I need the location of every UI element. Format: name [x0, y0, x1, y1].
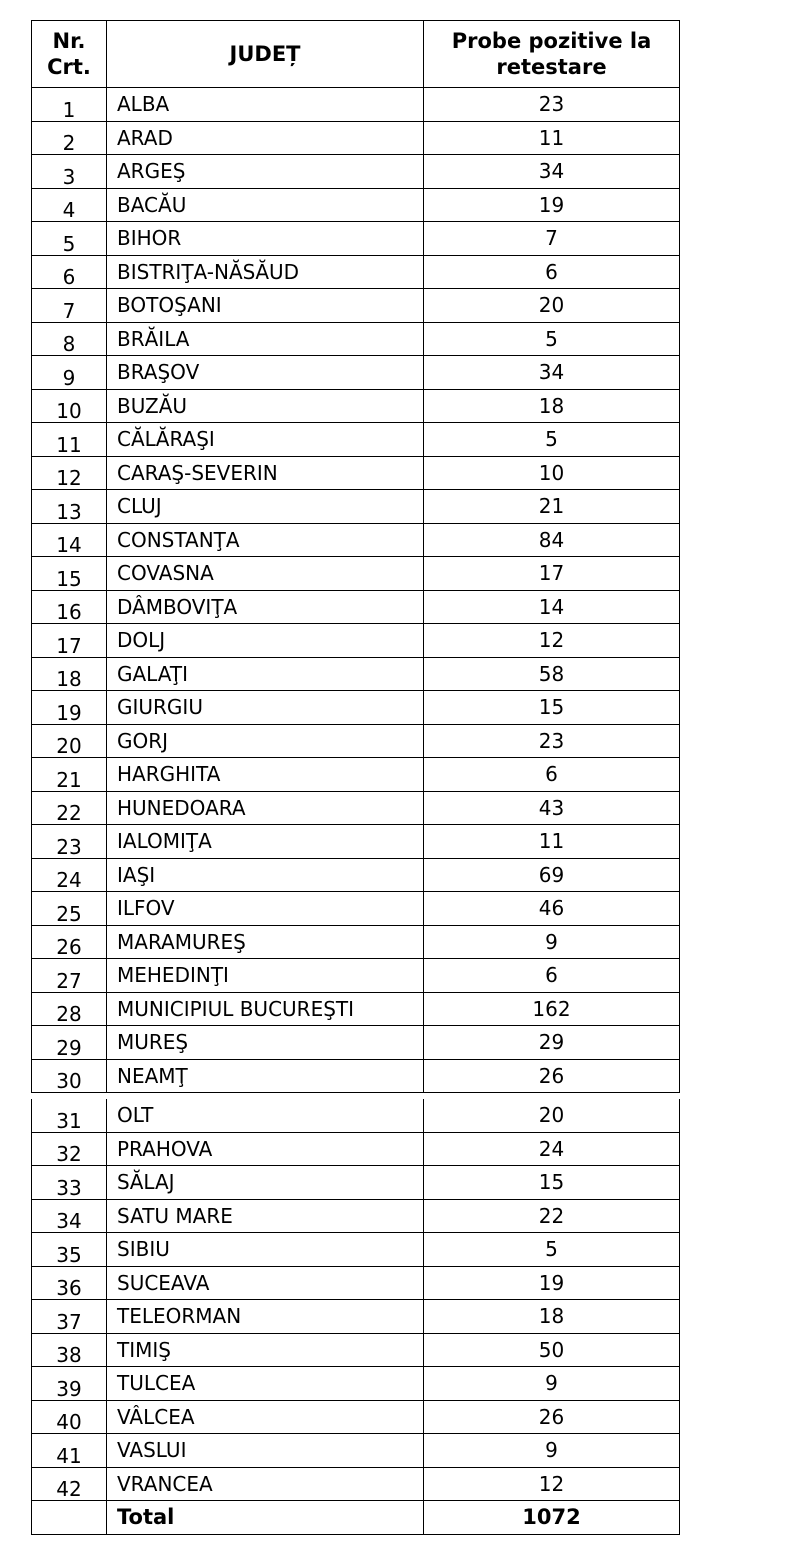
row-number: 1 — [32, 88, 107, 122]
table-row — [32, 1166, 680, 1200]
row-number: 14 — [32, 523, 107, 557]
positive-count: 9 — [424, 1434, 680, 1468]
row-number: 21 — [32, 758, 107, 792]
header-judet: JUDEȚ — [107, 21, 424, 88]
table-row — [32, 1266, 680, 1300]
county-name: SĂLAJ — [107, 1166, 424, 1200]
county-name: CĂLĂRAŞI — [107, 423, 424, 457]
row-number: 4 — [32, 188, 107, 222]
county-name: OLT — [107, 1099, 424, 1132]
table-row — [32, 523, 680, 557]
table-row — [32, 557, 680, 591]
county-name: HARGHITA — [107, 758, 424, 792]
positive-count: 18 — [424, 389, 680, 423]
county-name: BISTRIŢA-NĂSĂUD — [107, 255, 424, 289]
county-name: BUZĂU — [107, 389, 424, 423]
positive-count: 46 — [424, 892, 680, 926]
county-table-part1 — [31, 20, 680, 1093]
table-row — [32, 925, 680, 959]
positive-count: 9 — [424, 1367, 680, 1401]
table-row — [32, 1300, 680, 1334]
table-row — [32, 423, 680, 457]
positive-count: 22 — [424, 1199, 680, 1233]
table-row — [32, 1099, 680, 1132]
county-name: COVASNA — [107, 557, 424, 591]
county-name: BACĂU — [107, 188, 424, 222]
county-name: GORJ — [107, 724, 424, 758]
row-number: 6 — [32, 255, 107, 289]
county-name: TELEORMAN — [107, 1300, 424, 1334]
total-row — [32, 1501, 680, 1535]
table-row — [32, 1467, 680, 1501]
table-row — [32, 590, 680, 624]
county-name: DÂMBOVIŢA — [107, 590, 424, 624]
row-number: 34 — [32, 1199, 107, 1233]
county-name: ALBA — [107, 88, 424, 122]
row-number: 31 — [32, 1099, 107, 1132]
row-number: 33 — [32, 1166, 107, 1200]
row-number: 37 — [32, 1300, 107, 1334]
positive-count: 23 — [424, 724, 680, 758]
row-number: 7 — [32, 289, 107, 323]
table-row — [32, 222, 680, 256]
table-row — [32, 1333, 680, 1367]
county-name: GALAŢI — [107, 657, 424, 691]
row-number: 10 — [32, 389, 107, 423]
positive-count: 17 — [424, 557, 680, 591]
row-number: 38 — [32, 1333, 107, 1367]
row-number: 20 — [32, 724, 107, 758]
row-number: 18 — [32, 657, 107, 691]
table-row — [32, 490, 680, 524]
row-number: 27 — [32, 959, 107, 993]
county-table-part2 — [31, 1099, 680, 1535]
county-name: VÂLCEA — [107, 1400, 424, 1434]
row-number: 41 — [32, 1434, 107, 1468]
row-number: 23 — [32, 825, 107, 859]
row-number: 30 — [32, 1059, 107, 1093]
county-name: CONSTANŢA — [107, 523, 424, 557]
table-row — [32, 121, 680, 155]
table-row — [32, 657, 680, 691]
county-name: HUNEDOARA — [107, 791, 424, 825]
row-number: 39 — [32, 1367, 107, 1401]
table-row — [32, 624, 680, 658]
positive-count: 20 — [424, 289, 680, 323]
positive-count: 26 — [424, 1400, 680, 1434]
row-number: 9 — [32, 356, 107, 390]
county-name: VASLUI — [107, 1434, 424, 1468]
positive-count: 6 — [424, 255, 680, 289]
row-number: 15 — [32, 557, 107, 591]
county-name: CLUJ — [107, 490, 424, 524]
row-number: 22 — [32, 791, 107, 825]
table-row — [32, 758, 680, 792]
county-name: BRAŞOV — [107, 356, 424, 390]
row-number: 17 — [32, 624, 107, 658]
positive-count: 21 — [424, 490, 680, 524]
positive-count: 5 — [424, 322, 680, 356]
positive-count: 43 — [424, 791, 680, 825]
county-name: MEHEDINŢI — [107, 959, 424, 993]
county-name: PRAHOVA — [107, 1132, 424, 1166]
row-number: 35 — [32, 1233, 107, 1267]
table-row — [32, 1233, 680, 1267]
county-name: VRANCEA — [107, 1467, 424, 1501]
table-row — [32, 356, 680, 390]
positive-count: 11 — [424, 825, 680, 859]
row-number: 16 — [32, 590, 107, 624]
row-number: 13 — [32, 490, 107, 524]
total-value: 1072 — [424, 1501, 680, 1535]
positive-count: 162 — [424, 992, 680, 1026]
table-row — [32, 1026, 680, 1060]
row-number: 5 — [32, 222, 107, 256]
county-name: BOTOŞANI — [107, 289, 424, 323]
table-row — [32, 724, 680, 758]
positive-count: 7 — [424, 222, 680, 256]
row-number: 42 — [32, 1467, 107, 1501]
positive-count: 6 — [424, 959, 680, 993]
county-name: ARGEŞ — [107, 155, 424, 189]
positive-count: 12 — [424, 1467, 680, 1501]
row-number: 11 — [32, 423, 107, 457]
positive-count: 23 — [424, 88, 680, 122]
total-nr-cell — [32, 1501, 107, 1535]
table-row — [32, 322, 680, 356]
row-number: 29 — [32, 1026, 107, 1060]
table-row — [32, 1199, 680, 1233]
row-number: 26 — [32, 925, 107, 959]
positive-count: 9 — [424, 925, 680, 959]
county-name: BRĂILA — [107, 322, 424, 356]
positive-count: 15 — [424, 1166, 680, 1200]
row-number: 19 — [32, 691, 107, 725]
table-row — [32, 959, 680, 993]
positive-count: 20 — [424, 1099, 680, 1132]
positive-count: 34 — [424, 155, 680, 189]
header-nr-crt: Nr. Crt. — [32, 21, 107, 88]
row-number: 2 — [32, 121, 107, 155]
positive-count: 12 — [424, 624, 680, 658]
positive-count: 19 — [424, 1266, 680, 1300]
table-row — [32, 1132, 680, 1166]
positive-count: 15 — [424, 691, 680, 725]
row-number: 32 — [32, 1132, 107, 1166]
row-number: 8 — [32, 322, 107, 356]
header-probe-pozitive: Probe pozitive la retestare — [424, 21, 680, 88]
positive-count: 10 — [424, 456, 680, 490]
table-row — [32, 892, 680, 926]
county-name: MARAMUREŞ — [107, 925, 424, 959]
table-row — [32, 1400, 680, 1434]
county-name: SIBIU — [107, 1233, 424, 1267]
positive-count: 14 — [424, 590, 680, 624]
positive-count: 11 — [424, 121, 680, 155]
table-row — [32, 188, 680, 222]
table-row — [32, 825, 680, 859]
row-number: 36 — [32, 1266, 107, 1300]
county-name: SATU MARE — [107, 1199, 424, 1233]
county-name: NEAMŢ — [107, 1059, 424, 1093]
county-name: MUNICIPIUL BUCUREŞTI — [107, 992, 424, 1026]
table-row — [32, 992, 680, 1026]
positive-count: 24 — [424, 1132, 680, 1166]
positive-count: 50 — [424, 1333, 680, 1367]
row-number: 25 — [32, 892, 107, 926]
table-row — [32, 791, 680, 825]
positive-count: 6 — [424, 758, 680, 792]
county-name: ILFOV — [107, 892, 424, 926]
row-number: 40 — [32, 1400, 107, 1434]
table-row — [32, 1367, 680, 1401]
row-number: 3 — [32, 155, 107, 189]
county-name: TIMIŞ — [107, 1333, 424, 1367]
positive-count: 5 — [424, 1233, 680, 1267]
table-row — [32, 1059, 680, 1093]
county-name: IALOMIŢA — [107, 825, 424, 859]
county-name: DOLJ — [107, 624, 424, 658]
county-name: ARAD — [107, 121, 424, 155]
row-number: 12 — [32, 456, 107, 490]
positive-count: 29 — [424, 1026, 680, 1060]
row-number: 28 — [32, 992, 107, 1026]
positive-count: 19 — [424, 188, 680, 222]
positive-count: 34 — [424, 356, 680, 390]
total-label: Total — [107, 1501, 424, 1535]
county-name: GIURGIU — [107, 691, 424, 725]
county-name: BIHOR — [107, 222, 424, 256]
positive-count: 84 — [424, 523, 680, 557]
table-row — [32, 691, 680, 725]
county-name: MUREŞ — [107, 1026, 424, 1060]
positive-count: 58 — [424, 657, 680, 691]
positive-count: 18 — [424, 1300, 680, 1334]
table-row — [32, 389, 680, 423]
table-row — [32, 456, 680, 490]
positive-count: 5 — [424, 423, 680, 457]
county-name: TULCEA — [107, 1367, 424, 1401]
table-row — [32, 858, 680, 892]
table-row — [32, 155, 680, 189]
table-row — [32, 88, 680, 122]
positive-count: 69 — [424, 858, 680, 892]
county-name: IAŞI — [107, 858, 424, 892]
county-name: CARAŞ-SEVERIN — [107, 456, 424, 490]
table-row — [32, 289, 680, 323]
row-number: 24 — [32, 858, 107, 892]
table-row — [32, 255, 680, 289]
county-name: SUCEAVA — [107, 1266, 424, 1300]
table-header-row — [32, 21, 680, 88]
table-row — [32, 1434, 680, 1468]
positive-count: 26 — [424, 1059, 680, 1093]
